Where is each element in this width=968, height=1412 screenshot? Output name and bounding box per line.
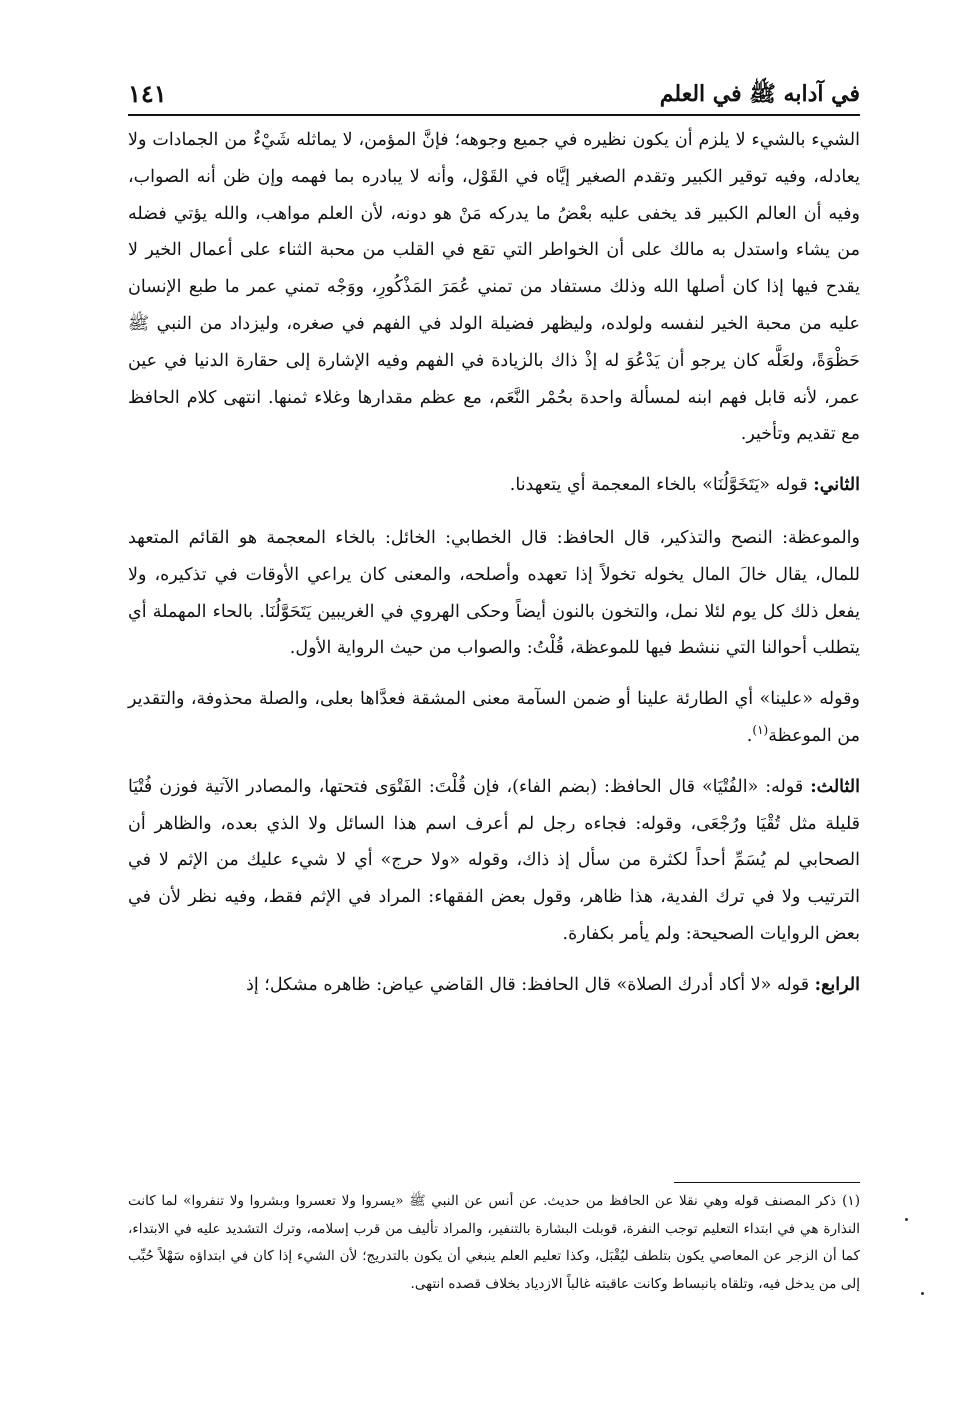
paragraph-2 [128,467,860,504]
paragraph-6 [128,967,860,1004]
paragraph-6-text: قوله «لا أكاد أدرك الصلاة» قال الحافظ: قال القاضي عياض: ظاهره مشكل؛ إذ [246,974,815,995]
main-text [128,122,860,1004]
footnote-1 [128,1188,860,1298]
paragraph-4-end: . [746,725,753,746]
margin-speck [921,1292,924,1295]
section-lead-third: الثالث: [810,776,860,797]
footnote-number: (١) [842,1193,860,1209]
footnote-rule [674,1182,860,1183]
paragraph-4 [128,681,860,755]
page-header [128,78,860,114]
header-rule [128,114,860,116]
footnote-reference[interactable]: (١) [752,723,769,738]
paragraph-5-text: قوله: «الفُتْيَا» قال الحافظ: (بضم الفاء)، فإن قُلْتَ: الفَتْوَى فتحتها، والمصادر الآتية فوزن فُتْيَا قليلة مثل تُقْيَا ورُجْعَى، وقوله: فجاءه رجل لم أعرف اسم هذا السائل ولا الذي بعده، والظاهر أن الصحابي لم يُسَمِّ أحداً لكثرة من سأل إذ ذاك، وقوله «ولا حرج» أي لا شيء عليك من الإثم لا في الترتيب ولا في ترك الفدية، هذا ظاهر، وقول بعض الفقهاء: المراد في الإثم فقط، وفيه نظر لأن في بعض الروايات الصحيحة: ولم يأمر بكفارة. [128,776,860,944]
section-lead-second: الثاني: [813,475,860,496]
paragraph-4-text: وقوله «علينا» أي الطارئة علينا أو ضمن السآمة معنى المشقة فعدَّاها بعلى، والصلة محذوفة، والتقدير من الموعظة [128,689,860,746]
paragraph-1: الشيء بالشيء لا يلزم أن يكون نظيره في جميع وجوهه؛ فإنَّ المؤمن، لا يماثله شَيْءٌ من الجمادات ولا يعادله، وفيه توقير الكبير وتقدم الصغير إيَّاه في القَوْل، وأنه لا يبادره بما فهمه وإن ظن أنه الصواب، وفيه أن العالم الكبير قد يخفى عليه بعْضُ ما يدركه مَنْ هو دونه، لأن العلم مواهب، والله يؤتي فضله من يشاء واستدل به مالك على أن الخواطر التي تقع في القلب من محبة الثناء على أعمال الخير لا يقدح فيها إذا كان أصلها الله وذلك مستفاد من تمني عُمَرَ المَذْكُورِ، ووَجْه تمني عمر ما طبع الإنسان عليه من محبة الخير لنفسه ولولده، وليظهر فضيلة الولد في الفهم في صغره، وليزداد من النبي ﷺ حَظْوَةً، ولعَلَّه كان يرجو أن يَدْعُوَ له إذْ ذاك بالزيادة في الفهم وفيه الإشارة إلى حقارة الدنيا في عين عمر، لأنه قابل فهم ابنه لمسألة واحدة بحُمْر النَّعَم، مع عظم مقدارها وغلاء ثمنها. انتهى كلام الحافظ مع تقديم وتأخير. [128,130,860,445]
footnote-text: ذكر المصنف قوله وهي نقلا عن الحافظ من حديث. عن أنس عن النبي ﷺ «يسروا ولا تعسروا وبشروا ولا تنفروا» لما كانت النذارة هي في ابتداء التعليم توجب النفرة، قوبلت البشارة بالتنفير، والمراد تأليف من قرب إسلامه، وترك التشديد عليه في الابتداء، كما أن الزجر عن المعاصي يكون بتلطف ليُقْبَل، وكذا تعليم العلم ينبغي أن يكون بالتدريج؛ لأن الشيء إذا كان في ابتداؤه سَهْلاً حُبِّب إلى من يدخل فيه، وتلقاه بانبساط وكانت عاقبته غالباً الازدياد بخلاف قصده انتهى. [128,1193,860,1292]
margin-speck [905,1218,908,1221]
paragraph-3: والموعظة: النصح والتذكير، قال الحافظ: قال الخطابي: الخائل: بالخاء المعجمة هو القائم المتعهد للمال، يقال خالَ المال يخوله تخولاً إذا تعهده وأصلحه، والمعنى كان يراعي الأوقات في تذكيره، ولا يفعل ذلك كل يوم لئلا نمل، والتخون بالنون أيضاً وحكى الهروي في الغريبين يَتَحَوَّلُنَا. بالحاء المهملة أي يتطلب أحوالنا التي ننشط فيها للموعظة، قُلْتُ: والصواب من حيث الرواية الأول. [128,527,860,659]
footnotes [128,1188,860,1298]
paragraph-5 [128,769,860,953]
section-lead-fourth: الرابع: [814,974,860,995]
running-title: في آدابه ﷺ في العلم [659,81,860,107]
paragraph-2-text: قوله «يَتَخَوَّلُنَا» بالخاء المعجمة أي يتعهدنا. [509,475,814,496]
page-number: ١٤١ [128,79,167,108]
